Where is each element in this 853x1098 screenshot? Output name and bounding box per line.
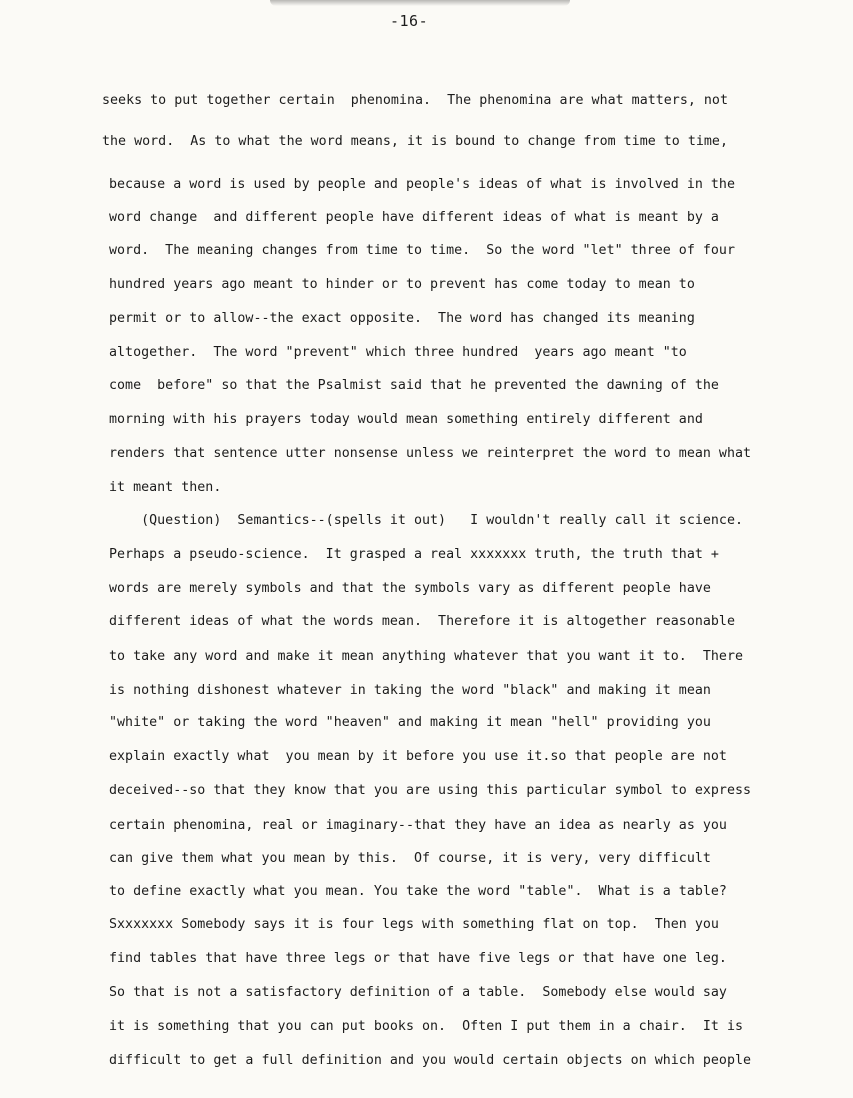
text-line: morning with his prayers today would mean something entirely different and [109, 412, 703, 427]
scan-smudge [270, 0, 570, 6]
text-line: different ideas of what the words mean. Therefore it is altogether reasonable [109, 614, 735, 629]
text-line: it meant then. [109, 480, 222, 495]
text-line: "white" or taking the word "heaven" and making it mean "hell" providing you [109, 715, 711, 730]
text-line: explain exactly what you mean by it before you use it.so that people are not [109, 749, 727, 764]
text-line: renders that sentence utter nonsense unless we reinterpret the word to mean what [109, 446, 752, 461]
text-line: word. The meaning changes from time to time. So the word "let" three of four [109, 243, 735, 258]
text-line: it is something that you can put books on. Often I put them in a chair. It is [109, 1019, 744, 1034]
text-line: can give them what you mean by this. Of course, it is very, very difficult [109, 851, 711, 866]
text-line: Perhaps a pseudo-science. It grasped a real xxxxxxx truth, the truth that + [109, 547, 719, 562]
text-line: hundred years ago meant to hinder or to prevent has come today to mean to [109, 277, 695, 292]
text-line: words are merely symbols and that the symbols vary as different people have [109, 581, 711, 596]
text-line: permit or to allow--the exact opposite. The word has changed its meaning [109, 311, 695, 326]
text-line: So that is not a satisfactory definition of a table. Somebody else would say [109, 985, 727, 1000]
text-line: because a word is used by people and people's ideas of what is involved in the [109, 177, 735, 192]
text-line: to define exactly what you mean. You take the word "table". What is a table? [109, 884, 727, 899]
text-line: difficult to get a full definition and you would certain objects on which people [109, 1053, 752, 1068]
text-line: come before" so that the Psalmist said that he prevented the dawning of the [109, 378, 719, 393]
text-line: (Question) Semantics--(spells it out) I wouldn't really call it science. [109, 513, 744, 528]
text-line: deceived--so that they know that you are using this particular symbol to express [109, 783, 752, 798]
text-line: to take any word and make it mean anything whatever that you want it to. There [109, 649, 744, 664]
text-line: Sxxxxxxx Somebody says it is four legs with something flat on top. Then you [109, 917, 719, 932]
text-line: word change and different people have different ideas of what is meant by a [109, 210, 719, 225]
text-line: seeks to put together certain phenomina. The phenomina are what matters, not [102, 93, 728, 108]
text-line: altogether. The word "prevent" which three hundred years ago meant "to [109, 345, 687, 360]
text-line: certain phenomina, real or imaginary--that they have an idea as nearly as you [109, 818, 727, 833]
text-line: is nothing dishonest whatever in taking the word "black" and making it mean [109, 683, 711, 698]
page-number: -16- [390, 12, 429, 30]
text-line: the word. As to what the word means, it is bound to change from time to time, [102, 134, 728, 149]
text-line: find tables that have three legs or that have five legs or that have one leg. [109, 951, 727, 966]
